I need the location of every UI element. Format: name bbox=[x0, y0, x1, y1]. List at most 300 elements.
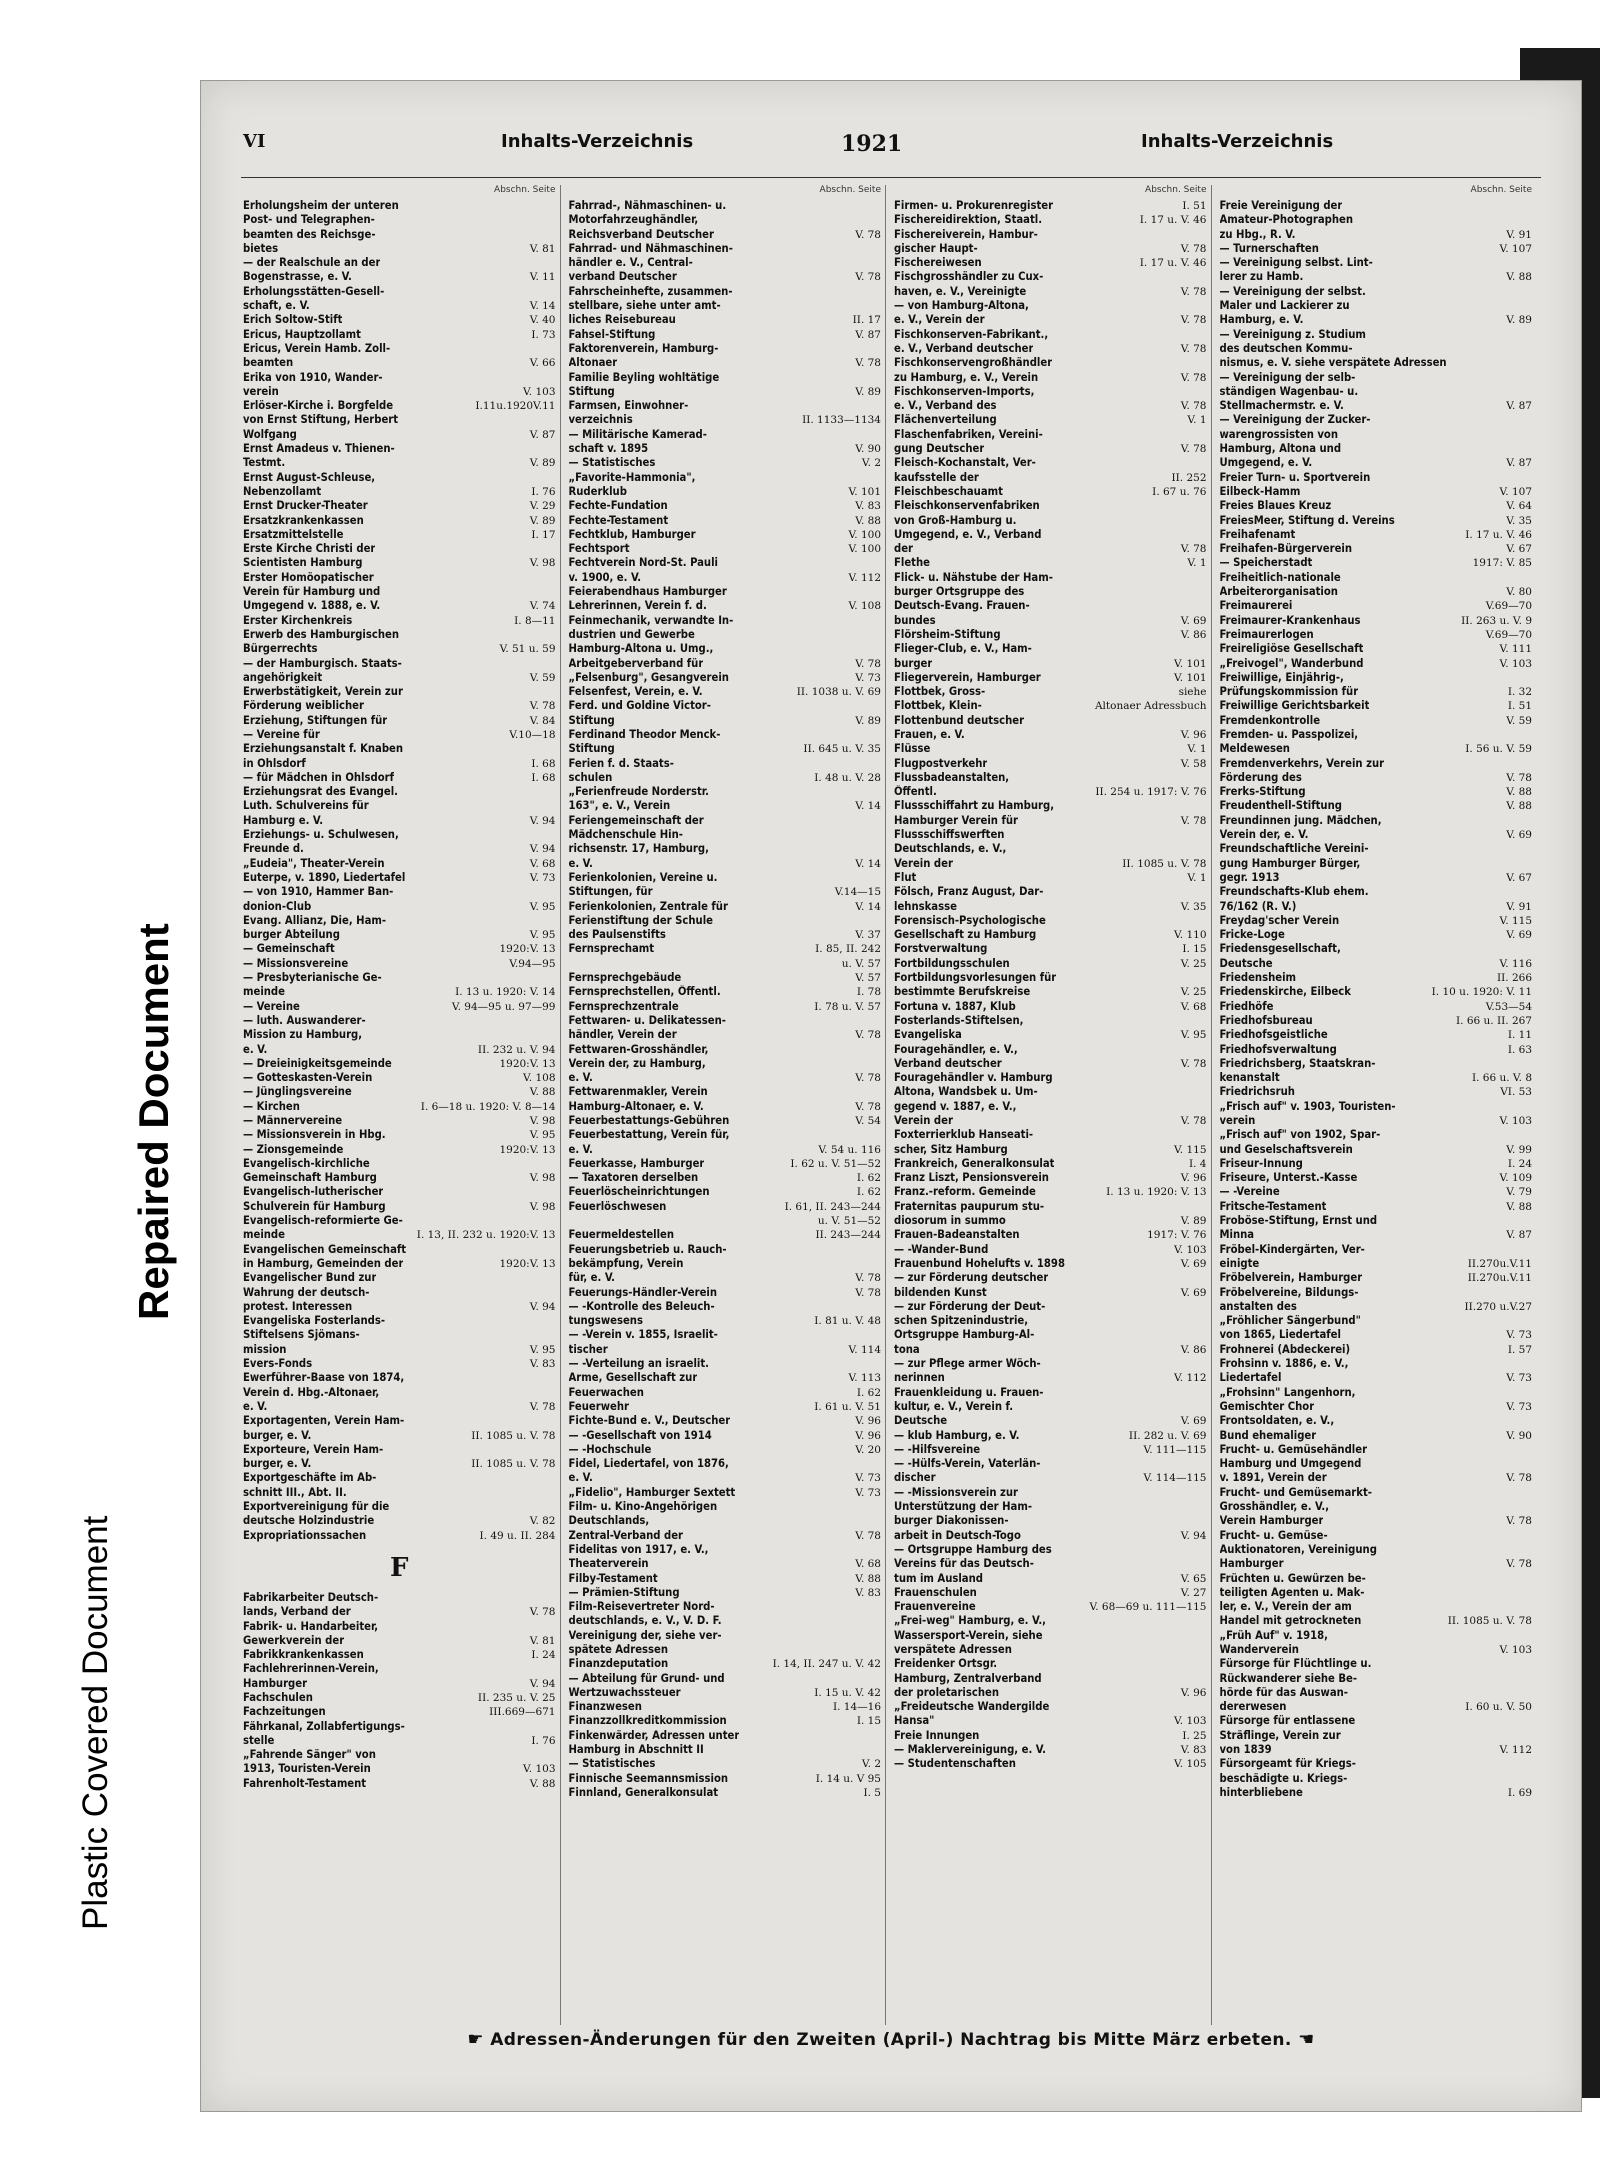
entry-name: Fürsorge für Flüchtlinge u. bbox=[1219, 1657, 1372, 1671]
entry-reference: V. 78 bbox=[855, 1286, 881, 1299]
entry-name: richsenstr. 17, Hamburg, bbox=[568, 842, 709, 856]
entry-name: Ferienkolonien, Zentrale für bbox=[568, 899, 728, 913]
index-entry bbox=[894, 814, 1207, 828]
index-entry bbox=[569, 985, 882, 999]
index-entry bbox=[243, 1300, 556, 1314]
entry-reference: V. 108 bbox=[848, 600, 881, 613]
entry-reference: I. 60 u. V. 50 bbox=[1465, 1701, 1532, 1714]
entry-reference: II. 282 u. V. 69 bbox=[1128, 1429, 1207, 1442]
entry-name: — Vereinigung der selb- bbox=[1219, 370, 1356, 384]
entry-name: Freunde d. bbox=[243, 842, 304, 856]
entry-reference: V. 78 bbox=[1180, 285, 1207, 298]
entry-reference: V. 78 bbox=[1180, 443, 1207, 456]
entry-name: Evangeliska Fosterlands- bbox=[243, 1314, 386, 1328]
entry-name: ständigen Wagenbau- u. bbox=[1219, 384, 1359, 398]
index-entry bbox=[569, 699, 882, 713]
index-entry bbox=[894, 1000, 1207, 1014]
index-entry bbox=[894, 1028, 1207, 1042]
entry-name: Feuerlöschwesen bbox=[568, 1199, 667, 1213]
index-entry bbox=[894, 285, 1207, 299]
entry-reference: I. 17 u. V. 46 bbox=[1465, 528, 1532, 541]
index-entry bbox=[243, 1286, 556, 1300]
entry-name: burger Ortsgruppe des bbox=[894, 585, 1025, 599]
entry-name: arbeit in Deutsch-Togo bbox=[894, 1528, 1021, 1542]
entry-reference: I. 13 u. 1920: V. 14 bbox=[455, 986, 556, 999]
entry-reference: V. 89 bbox=[855, 714, 881, 727]
entry-name: Fabrikkrankenkassen bbox=[243, 1648, 364, 1662]
index-columns bbox=[241, 185, 1536, 2025]
index-entry bbox=[894, 742, 1207, 756]
index-entry bbox=[1220, 1328, 1533, 1342]
entry-reference: V. 1 bbox=[1187, 743, 1207, 756]
entry-name: FreiesMeer, Stiftung d. Vereins bbox=[1219, 513, 1395, 527]
entry-reference: V. 40 bbox=[529, 314, 556, 327]
index-entry bbox=[1220, 1672, 1533, 1686]
index-entry bbox=[1220, 1071, 1533, 1085]
index-entry bbox=[243, 971, 556, 985]
entry-reference: V. 78 bbox=[855, 271, 881, 284]
entry-name: — Statistisches bbox=[568, 456, 656, 470]
index-entry bbox=[243, 1314, 556, 1328]
entry-name: Flugpostverkehr bbox=[894, 756, 988, 770]
entry-name: Flick- u. Nähstube der Ham- bbox=[894, 570, 1053, 584]
entry-name: Feinmechanik, verwandte In- bbox=[568, 613, 734, 627]
index-entry bbox=[569, 528, 882, 542]
entry-name: „Favorite-Hammonia", bbox=[568, 470, 696, 484]
entry-name: Feuerbestattung, Verein für, bbox=[568, 1128, 730, 1142]
index-entry bbox=[569, 1228, 882, 1242]
entry-name: kaufsstelle der bbox=[894, 470, 979, 484]
entry-name: Fremdenkontrolle bbox=[1219, 713, 1321, 727]
index-entry bbox=[569, 1343, 882, 1357]
entry-name: e. V., Verband deutscher bbox=[894, 341, 1034, 355]
index-entry bbox=[569, 385, 882, 399]
index-entry bbox=[243, 199, 556, 213]
entry-name: schen Spitzenindustrie, bbox=[894, 1314, 1029, 1328]
entry-name: — Zionsgemeinde bbox=[243, 1142, 344, 1156]
index-entry bbox=[243, 799, 556, 813]
entry-name: Freiwillige, Einjährig-, bbox=[1219, 670, 1344, 684]
entry-name: Friedhofsverwaltung bbox=[1219, 1042, 1337, 1056]
entry-name: Verband deutscher bbox=[894, 1056, 1002, 1070]
index-entry bbox=[243, 1100, 556, 1114]
entry-reference: V. 103 bbox=[1499, 657, 1532, 670]
index-entry bbox=[894, 728, 1207, 742]
entry-reference: I. 13 u. 1920: V. 13 bbox=[1106, 1186, 1207, 1199]
index-entry bbox=[569, 1100, 882, 1114]
entry-name: dustrien und Gewerbe bbox=[568, 627, 695, 641]
entry-name: Altonaer bbox=[568, 356, 618, 370]
entry-reference: V. 59 bbox=[1506, 714, 1532, 727]
index-entry bbox=[894, 1629, 1207, 1643]
entry-reference: V. 57 bbox=[855, 972, 881, 985]
index-entry bbox=[569, 1629, 882, 1643]
index-entry bbox=[243, 1400, 556, 1414]
entry-reference: V. 111 bbox=[1499, 643, 1532, 656]
index-entry bbox=[894, 499, 1207, 513]
index-entry bbox=[894, 356, 1207, 370]
entry-name: Hamburg, Zentralverband bbox=[894, 1671, 1042, 1685]
entry-name: discher bbox=[894, 1471, 936, 1485]
index-entry bbox=[894, 1586, 1207, 1600]
entry-name: Erziehung, Stiftungen für bbox=[243, 713, 388, 727]
entry-reference: V. 78 bbox=[855, 1529, 881, 1542]
index-entry bbox=[1220, 828, 1533, 842]
entry-reference: I. 15 u. V. 42 bbox=[814, 1686, 881, 1699]
index-entry bbox=[894, 1300, 1207, 1314]
entry-name: gung Hamburger Bürger, bbox=[1219, 856, 1361, 870]
entry-reference: V. 78 bbox=[855, 1100, 881, 1113]
header-title-left: Inhalts-Verzeichnis bbox=[501, 131, 694, 152]
index-entry bbox=[1220, 614, 1533, 628]
entry-name: diosorum in summo bbox=[894, 1214, 1006, 1228]
index-entry bbox=[894, 1743, 1207, 1757]
entry-name: zu Hbg., R. V. bbox=[1219, 227, 1296, 241]
entry-reference: V. 99 bbox=[1506, 1143, 1532, 1156]
index-entry bbox=[569, 1286, 882, 1300]
index-entry bbox=[1220, 485, 1533, 499]
index-entry bbox=[569, 1572, 882, 1586]
index-entry bbox=[894, 371, 1207, 385]
entry-name: nerinnen bbox=[894, 1371, 945, 1385]
entry-reference: V. 69 bbox=[1180, 1415, 1207, 1428]
index-entry bbox=[1220, 885, 1533, 899]
index-entry bbox=[569, 1557, 882, 1571]
entry-name: Flussbadeanstalten, bbox=[894, 770, 1010, 784]
entry-reference: I.11u.1920V.11 bbox=[475, 400, 556, 413]
entry-name: Feuerlöscheinrichtungen bbox=[568, 1185, 710, 1199]
entry-reference: V. 78 bbox=[1180, 342, 1207, 355]
entry-reference: V. 25 bbox=[1180, 986, 1207, 999]
index-entry bbox=[569, 1157, 882, 1171]
index-entry bbox=[569, 1300, 882, 1314]
entry-name: tum im Ausland bbox=[894, 1571, 983, 1585]
entry-name: Friedhofsbureau bbox=[1219, 1013, 1313, 1027]
entry-reference: V. 87 bbox=[529, 428, 556, 441]
index-entry bbox=[894, 542, 1207, 556]
index-entry bbox=[1220, 228, 1533, 242]
entry-name: kenanstalt bbox=[1219, 1071, 1280, 1085]
entry-name: tischer bbox=[568, 1342, 608, 1356]
entry-reference: V. 94 bbox=[1180, 1529, 1207, 1542]
entry-name: e. V. bbox=[568, 1471, 593, 1485]
entry-name: Fahrrad- und Nähmaschinen- bbox=[568, 241, 733, 255]
index-entry bbox=[243, 1662, 556, 1676]
entry-name: Freie Innungen bbox=[894, 1728, 980, 1742]
entry-name: Evangelisch-reformierte Ge- bbox=[243, 1214, 403, 1228]
entry-reference: II. 266 bbox=[1496, 972, 1532, 985]
index-entry bbox=[1220, 1429, 1533, 1443]
entry-name: Frucht- u. Gemüsehändler bbox=[1219, 1442, 1368, 1456]
entry-reference: I. 67 u. 76 bbox=[1152, 485, 1207, 498]
entry-name: Gewerkverein der bbox=[243, 1633, 345, 1647]
entry-name: Früchten u. Gewürzen be- bbox=[1219, 1571, 1366, 1585]
entry-name: Fröbelvereine, Bildungs- bbox=[1219, 1285, 1359, 1299]
index-entry bbox=[894, 471, 1207, 485]
index-entry bbox=[1220, 1572, 1533, 1586]
entry-reference: V. 115 bbox=[1499, 914, 1532, 927]
index-entry bbox=[243, 1157, 556, 1171]
entry-name: „Früh Auf" v. 1918, bbox=[1219, 1628, 1328, 1642]
entry-name: Arme, Gesellschaft zur bbox=[568, 1371, 698, 1385]
index-entry bbox=[569, 242, 882, 256]
entry-name: Wahrung der deutsch- bbox=[243, 1285, 370, 1299]
entry-reference: V. 105 bbox=[1174, 1758, 1207, 1771]
entry-name: Frauen, e. V. bbox=[894, 727, 965, 741]
entry-name: Vereins für das Deutsch- bbox=[894, 1557, 1034, 1571]
index-entry bbox=[243, 1634, 556, 1648]
index-entry bbox=[243, 614, 556, 628]
entry-name: Film-Reisevertreter Nord- bbox=[568, 1600, 715, 1614]
entry-list-after bbox=[243, 1591, 556, 1791]
entry-name: Fröbel-Kindergärten, Ver- bbox=[1219, 1242, 1365, 1256]
index-entry bbox=[569, 285, 882, 299]
entry-name: „Freivogel", Wanderbund bbox=[1219, 656, 1364, 670]
index-entry bbox=[1220, 599, 1533, 613]
index-entry bbox=[243, 885, 556, 899]
index-entry bbox=[894, 1371, 1207, 1385]
entry-reference: V. 78 bbox=[1180, 242, 1207, 255]
index-entry bbox=[1220, 857, 1533, 871]
entry-reference: I. 14—16 bbox=[832, 1701, 881, 1714]
entry-reference: I. 24 bbox=[531, 1649, 556, 1662]
entry-reference: II. 1085 u. V. 78 bbox=[1447, 1615, 1532, 1628]
index-entry bbox=[894, 957, 1207, 971]
entry-reference: V. 78 bbox=[855, 1029, 881, 1042]
entry-name: Theaterverein bbox=[568, 1557, 649, 1571]
entry-name: Euterpe, v. 1890, Liedertafel bbox=[243, 870, 406, 884]
entry-reference: V. 94 bbox=[529, 1677, 556, 1690]
entry-name: gischer Haupt- bbox=[894, 241, 978, 255]
index-entry bbox=[569, 1386, 882, 1400]
entry-reference: I. 25 bbox=[1182, 1729, 1207, 1742]
index-entry bbox=[569, 428, 882, 442]
entry-reference: V. 110 bbox=[1174, 929, 1207, 942]
entry-name: Flüsse bbox=[894, 742, 931, 756]
entry-name: — für Mädchen in Ohlsdorf bbox=[243, 770, 394, 784]
index-entry bbox=[1220, 299, 1533, 313]
entry-name: Fahrrad-, Nähmaschinen- u. bbox=[568, 199, 727, 212]
index-entry bbox=[1220, 642, 1533, 656]
entry-name: Frucht- u. Gemüse- bbox=[1219, 1528, 1328, 1542]
index-entry bbox=[1220, 542, 1533, 556]
index-entry bbox=[243, 1720, 556, 1734]
entry-name: Reichsverband Deutscher bbox=[568, 227, 714, 241]
index-entry bbox=[243, 1214, 556, 1228]
entry-name: Friedensgesellschaft, bbox=[1219, 942, 1341, 956]
entry-name: Freydag'scher Verein bbox=[1219, 913, 1340, 927]
entry-reference: V. 103 bbox=[1499, 1115, 1532, 1127]
entry-name: gegr. 1913 bbox=[1219, 870, 1280, 884]
scanned-page bbox=[200, 80, 1582, 2112]
entry-name: angehörigkeit bbox=[243, 670, 323, 684]
index-entry bbox=[243, 585, 556, 599]
entry-reference: I. 69 bbox=[1507, 1786, 1532, 1799]
entry-name: Stiftung bbox=[568, 742, 615, 756]
index-entry bbox=[243, 900, 556, 914]
entry-name: liches Reisebureau bbox=[568, 313, 676, 327]
entry-reference: V. 73 bbox=[855, 671, 881, 684]
index-entry bbox=[243, 385, 556, 399]
entry-reference: V. 65 bbox=[1180, 1572, 1207, 1585]
index-entry bbox=[894, 1357, 1207, 1371]
index-entry bbox=[569, 799, 882, 813]
entry-name: Stiftungen, für bbox=[568, 885, 653, 899]
index-entry bbox=[243, 1143, 556, 1157]
entry-reference: V. 84 bbox=[529, 714, 556, 727]
entry-name: Fröbelverein, Hamburger bbox=[1219, 1271, 1363, 1285]
entry-name: Deutschlands, bbox=[568, 1514, 650, 1528]
entry-name: Forensisch-Psychologische bbox=[894, 913, 1046, 927]
entry-name: Hamburg-Altona u. Umg., bbox=[568, 642, 714, 656]
entry-reference: V. 82 bbox=[529, 1515, 556, 1528]
entry-reference: I. 78 bbox=[856, 986, 881, 999]
index-entry bbox=[243, 957, 556, 971]
index-entry bbox=[894, 1729, 1207, 1743]
entry-reference: V. 87 bbox=[1506, 400, 1532, 413]
entry-name: Feuermeldestellen bbox=[568, 1228, 675, 1242]
index-entry bbox=[894, 942, 1207, 956]
entry-name: — -Verteilung an israelit. bbox=[568, 1357, 709, 1371]
entry-name: spätete Adressen bbox=[568, 1642, 669, 1656]
index-entry bbox=[243, 485, 556, 499]
entry-name: Förderung des bbox=[1219, 770, 1302, 784]
index-entry bbox=[894, 642, 1207, 656]
index-entry bbox=[569, 1143, 882, 1157]
index-entry bbox=[569, 228, 882, 242]
entry-name: Verein der bbox=[894, 856, 953, 870]
index-entry bbox=[1220, 356, 1533, 370]
entry-name: einigte bbox=[1219, 1256, 1260, 1270]
entry-reference: V.94—95 bbox=[509, 957, 556, 970]
index-entry bbox=[569, 542, 882, 556]
index-entry bbox=[569, 1271, 882, 1285]
index-entry bbox=[1220, 1514, 1533, 1528]
entry-name: des Paulsenstifts bbox=[568, 928, 666, 942]
index-entry bbox=[894, 485, 1207, 499]
index-column-1 bbox=[241, 185, 561, 2025]
index-entry bbox=[1220, 985, 1533, 999]
entry-name: beschädigte u. Kriegs- bbox=[1219, 1771, 1348, 1785]
entry-reference: V. 103 bbox=[523, 385, 556, 398]
index-entry bbox=[243, 599, 556, 613]
entry-reference: 1920:V. 13 bbox=[499, 1143, 556, 1156]
entry-name: Ernst August-Schleuse, bbox=[243, 470, 376, 484]
entry-name: Finnische Seemannsmission bbox=[568, 1771, 729, 1785]
index-entry bbox=[894, 1672, 1207, 1686]
entry-reference: V. 68 bbox=[1180, 1000, 1207, 1013]
index-entry bbox=[569, 728, 882, 742]
index-entry bbox=[569, 1729, 882, 1743]
entry-reference: V. 69 bbox=[1180, 614, 1207, 627]
entry-name: Meldewesen bbox=[1219, 742, 1290, 756]
entry-name: beamten bbox=[243, 356, 294, 370]
index-entry bbox=[243, 542, 556, 556]
entry-name: Erste Kirche Christi der bbox=[243, 542, 376, 556]
entry-name: Frauen-Badeanstalten bbox=[894, 1228, 1020, 1242]
index-entry bbox=[569, 1371, 882, 1385]
index-entry bbox=[243, 556, 556, 570]
index-entry bbox=[1220, 900, 1533, 914]
entry-reference: II. 254 u. 1917: V. 76 bbox=[1095, 786, 1207, 799]
index-entry bbox=[569, 885, 882, 899]
entry-reference: I. 51 bbox=[1507, 700, 1532, 713]
entry-reference: V. 87 bbox=[1506, 457, 1532, 470]
entry-name: Fraternitas paupurum stu- bbox=[894, 1199, 1045, 1213]
index-entry bbox=[243, 942, 556, 956]
entry-name: — Statistisches bbox=[568, 1757, 656, 1771]
entry-reference: V. 81 bbox=[529, 1634, 556, 1647]
entry-name: — Kirchen bbox=[243, 1099, 300, 1113]
entry-reference: V. 101 bbox=[1174, 671, 1207, 684]
header-year: 1921 bbox=[841, 131, 903, 157]
index-entry bbox=[1220, 1743, 1533, 1757]
entry-name: bietes bbox=[243, 241, 279, 255]
entry-name: stellbare, siehe unter amt- bbox=[568, 299, 721, 313]
index-entry bbox=[569, 1200, 882, 1214]
pointing-hand-right-icon: ☛ bbox=[467, 2029, 484, 2050]
entry-name: Fürsorge für entlassene bbox=[1219, 1714, 1356, 1728]
entry-name: Fichte-Bund e. V., Deutscher bbox=[568, 1414, 731, 1428]
entry-name: verspätete Adressen bbox=[894, 1642, 1012, 1656]
entry-reference: V. 69 bbox=[1506, 829, 1532, 842]
entry-name: Evangelisch-lutherischer bbox=[243, 1185, 384, 1199]
index-entry bbox=[894, 1500, 1207, 1514]
entry-reference: V. 78 bbox=[855, 657, 881, 670]
entry-name: Freireligiöse Gesellschaft bbox=[1219, 642, 1364, 656]
index-entry bbox=[894, 1657, 1207, 1671]
entry-reference: I. 57 bbox=[1507, 1343, 1532, 1356]
entry-name: Franz.-reform. Gemeinde bbox=[894, 1185, 1036, 1199]
entry-name: Fabrik- u. Handarbeiter, bbox=[243, 1619, 379, 1633]
index-entry bbox=[243, 871, 556, 885]
index-entry bbox=[894, 685, 1207, 699]
entry-name: Finkenwärder, Adressen unter bbox=[568, 1728, 740, 1742]
entry-name: e. V. bbox=[243, 1399, 268, 1413]
entry-name: — -Hochschule bbox=[568, 1442, 652, 1456]
entry-name: Auktionatoren, Vereinigung bbox=[1219, 1542, 1377, 1556]
entry-name: bekämpfung, Verein bbox=[568, 1256, 684, 1270]
side-labels bbox=[70, 800, 180, 1930]
entry-name: Evangelisch-kirchliche bbox=[243, 1156, 370, 1170]
index-entry bbox=[1220, 1128, 1533, 1142]
index-entry bbox=[569, 1214, 882, 1228]
index-entry bbox=[1220, 1185, 1533, 1199]
entry-name: Flaschenfabriken, Vereini- bbox=[894, 427, 1043, 441]
index-entry bbox=[894, 1686, 1207, 1700]
entry-name: Fricke-Loge bbox=[1219, 928, 1285, 942]
index-entry bbox=[894, 199, 1207, 213]
entry-name: Bogenstrasse, e. V. bbox=[243, 270, 352, 284]
index-entry bbox=[243, 1343, 556, 1357]
entry-reference: V. 66 bbox=[529, 357, 556, 370]
entry-name: anstalten des bbox=[1219, 1299, 1297, 1313]
entry-reference: I. 85, II. 242 bbox=[815, 943, 881, 956]
entry-reference: V. 1 bbox=[1187, 557, 1207, 570]
index-entry bbox=[1220, 1171, 1533, 1185]
entry-name: — -Wander-Bund bbox=[894, 1242, 989, 1256]
index-entry bbox=[569, 957, 882, 971]
index-entry bbox=[1220, 456, 1533, 470]
index-entry bbox=[569, 1543, 882, 1557]
index-entry bbox=[569, 1471, 882, 1485]
index-entry bbox=[894, 342, 1207, 356]
entry-reference: I. 15 bbox=[1182, 943, 1207, 956]
index-entry bbox=[894, 1271, 1207, 1285]
entry-name: Sträflinge, Verein zur bbox=[1219, 1728, 1341, 1742]
entry-name: Fährkanal, Zollabfertigungs- bbox=[243, 1719, 405, 1733]
entry-reference: V. 69 bbox=[1180, 1286, 1207, 1299]
